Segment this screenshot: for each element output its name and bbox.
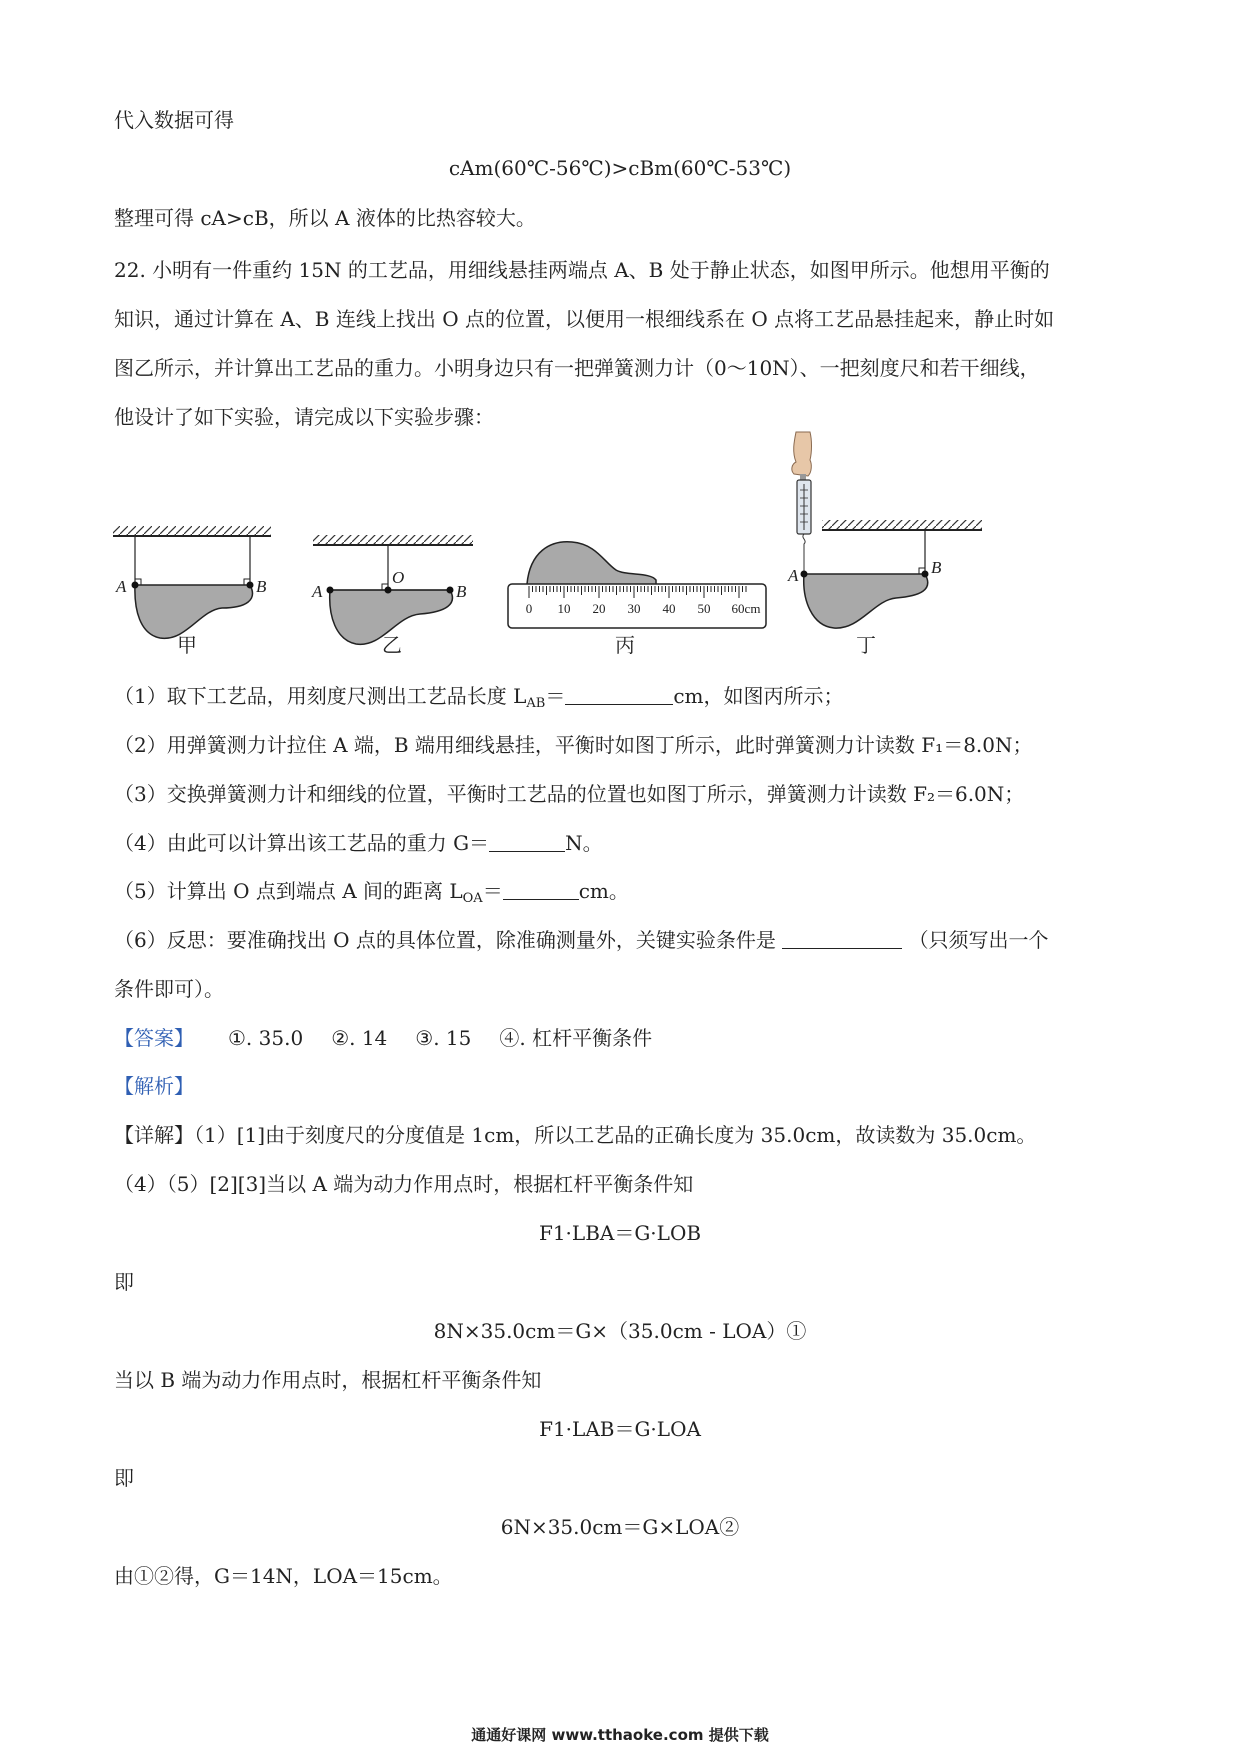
equation-specific-heat: cAm(60℃-56℃)>cBm(60℃-53℃) <box>448 156 792 180</box>
question-line-3: 图乙所示，并计算出工艺品的重力。小明身边只有一把弹簧测力计（0～10N）、一把刻度尺和若干细线， <box>114 356 1040 380</box>
detail-line-1: 【详解】（1）[1]由于刻度尺的分度值是 1cm，所以工艺品的正确长度为 35.0cm，故读数为 35.0cm。 <box>114 1123 1037 1147</box>
step-6: （6）反思：要准确找出 O 点的具体位置，除准确测量外，关键实验条件是 （只须写出一个 <box>114 928 1049 952</box>
ji-1: 即 <box>114 1270 134 1294</box>
answer-blank-2[interactable] <box>489 831 565 852</box>
step-3: （3）交换弹簧测力计和细线的位置，平衡时工艺品的位置也如图丁所示，弹簧测力计读数 F₂＝6.0N； <box>114 782 1025 806</box>
caption-jia: 甲 <box>177 633 197 657</box>
final-result: 由①②得，G＝14N，LOA＝15cm。 <box>114 1564 453 1588</box>
step-2: （2）用弹簧测力计拉住 A 端，B 端用细线悬挂，平衡时如图丁所示，此时弹簧测力计读数 F₁＝8.0N； <box>114 733 1033 757</box>
detail-line-2: （4）（5）[2][3]当以 A 端为动力作用点时，根据杠杆平衡条件知 <box>114 1172 694 1196</box>
conclusion-line: 整理可得 cA>cB，所以 A 液体的比热容较大。 <box>114 206 536 230</box>
caption-yi: 乙 <box>382 633 402 657</box>
label-b-jia: B <box>256 577 267 596</box>
figure-bing <box>508 542 766 628</box>
answer-tag: 【答案】 <box>114 1026 194 1050</box>
tick-0: 0 <box>525 601 533 616</box>
question-line-2: 知识，通过计算在 A、B 连线上找出 O 点的位置，以便用一根细线系在 O 点将工艺品悬挂起来，静止时如 <box>114 307 1055 331</box>
figure-jia <box>113 526 271 638</box>
question-line-1: 22. 小明有一件重约 15N 的工艺品，用细线悬挂两端点 A、B 处于静止状态，如图甲所示。他想用平衡的 <box>114 258 1050 282</box>
figure-yi <box>311 535 473 644</box>
spring-scale-icon <box>797 480 811 574</box>
figure-ding <box>787 432 982 628</box>
analysis-tag: 【解析】 <box>114 1074 194 1098</box>
label-a-ding: A <box>788 566 799 585</box>
hand-icon <box>792 432 812 480</box>
answer-blank-4[interactable] <box>782 928 902 949</box>
label-o-yi: O <box>392 568 405 587</box>
tick-30: 30 <box>627 601 641 616</box>
lever-figures <box>0 430 1240 660</box>
label-b-ding: B <box>931 558 942 577</box>
step-4: （4）由此可以计算出该工艺品的重力 G＝ N。 <box>114 831 603 855</box>
label-a-jia: A <box>116 577 127 596</box>
footer-source: 通通好课网 www.tthaoke.com 提供下载 <box>471 1726 769 1744</box>
caption-ding: 丁 <box>856 633 876 657</box>
equation-4: 6N×35.0cm＝G×LOA② <box>500 1515 740 1539</box>
tick-50: 50 <box>697 601 711 616</box>
tick-10: 10 <box>557 601 571 616</box>
equation-3: F1·LAB＝G·LOA <box>539 1417 701 1441</box>
step-5: （5）计算出 O 点到端点 A 间的距离 $L_{OA}=$ cm。 <box>114 879 629 906</box>
step-1: （1）取下工艺品，用刻度尺测出工艺品长度 $L_{AB}=$ cm，如图丙所示； <box>114 684 844 711</box>
label-b-yi: B <box>456 582 467 601</box>
intro-line: 代入数据可得 <box>114 108 234 132</box>
equation-2: 8N×35.0cm＝G×（35.0cm - LOA）① <box>433 1319 807 1343</box>
answer-blank-3[interactable] <box>503 879 579 900</box>
step-6-cont: 条件即可）。 <box>114 977 224 1001</box>
ji-2: 即 <box>114 1466 134 1490</box>
label-a-yi: A <box>312 582 323 601</box>
question-number: 22. <box>114 258 146 282</box>
detail-line-3: 当以 B 端为动力作用点时，根据杠杆平衡条件知 <box>114 1368 542 1392</box>
tick-40: 40 <box>662 601 676 616</box>
answer-blank-1[interactable] <box>565 684 673 705</box>
caption-bing: 丙 <box>615 633 635 657</box>
tick-60cm: 60cm <box>731 601 761 616</box>
question-line-4: 他设计了如下实验，请完成以下实验步骤： <box>114 405 494 429</box>
answer-line: 【答案】 ①. 35.0 ②. 14 ③. 15 ④. 杠杆平衡条件 <box>114 1026 653 1050</box>
equation-1: F1·LBA＝G·LOB <box>538 1221 702 1245</box>
tick-20: 20 <box>592 601 606 616</box>
